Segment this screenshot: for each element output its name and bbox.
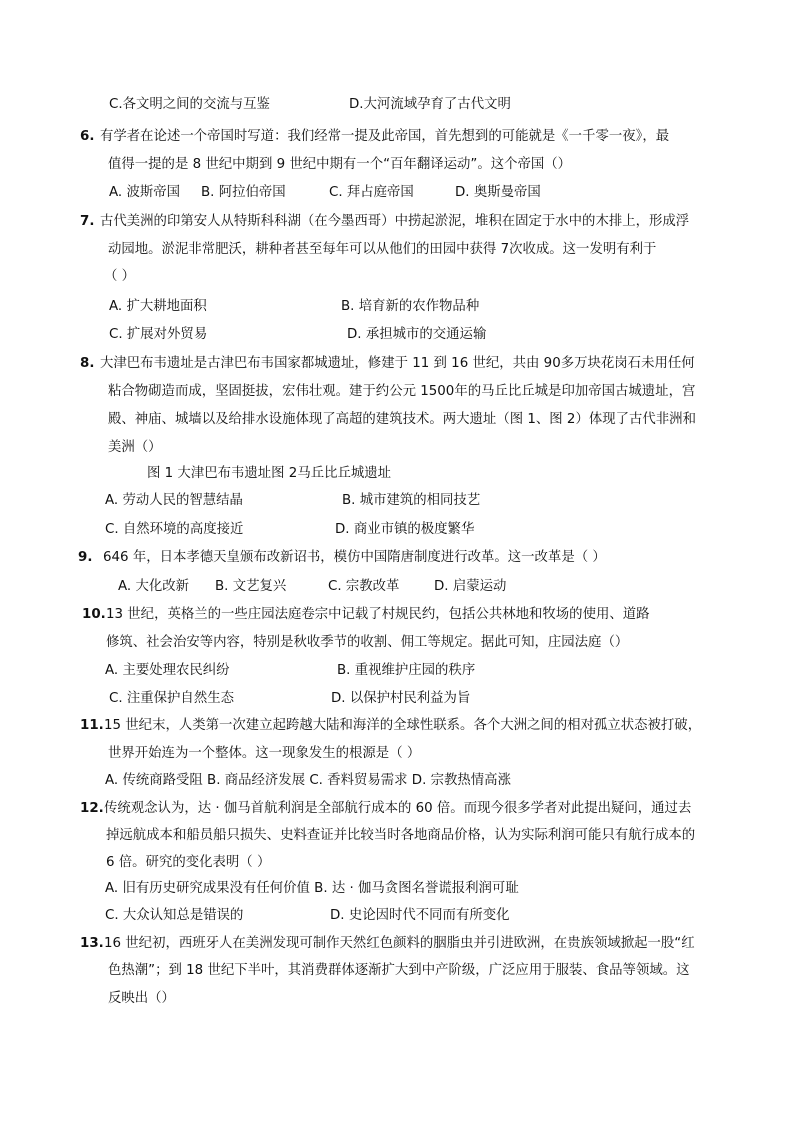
q8-number: 8. — [80, 356, 95, 371]
q13-stem-line3: 反映出（） — [108, 991, 175, 1006]
q12-option-c: C. 大众认知总是错误的 — [105, 908, 244, 923]
q7-option-c: C. 扩展对外贸易 — [109, 327, 208, 342]
q12-number: 12. — [80, 801, 104, 816]
q7-number: 7. — [80, 214, 95, 229]
q7-option-b: B. 培育新的农作物品种 — [341, 299, 480, 314]
q10-option-a: A. 主要处理农民纠纷 — [105, 663, 230, 678]
q6-option-c: C. 拜占庭帝国 — [329, 185, 414, 200]
q8-stem-line2: 粘合物砌造而成，坚固挺拔，宏伟壮观。建于约公元 1500年的马丘比丘城是印加帝国古城遗址，宫 — [108, 384, 696, 399]
q10-option-c: C. 注重保护自然生态 — [109, 691, 234, 706]
q13-stem-line2: 色热潮”；到 18 世纪下半叶，其消费群体逐渐扩大到中产阶级，广泛应用于服装、食品等领域。这 — [108, 963, 690, 978]
q7-stem-line2: 动园地。淤泥非常肥沃，耕种者甚至每年可以从他们的田园中获得 7次收成。这一发明有利于 — [108, 242, 657, 257]
q9-stem-line1: 646 年，日本孝德天皇颁布改新诏书，模仿中国隋唐制度进行改革。这一改革是（ ） — [103, 550, 606, 565]
q9-option-c: C. 宗教改革 — [328, 579, 400, 594]
q7-option-d: D. 承担城市的交通运输 — [347, 327, 487, 342]
q10-option-b: B. 重视维护庄园的秩序 — [337, 663, 476, 678]
q6-option-d: D. 奥斯曼帝国 — [455, 185, 541, 200]
q10-number: 10. — [82, 607, 106, 622]
q10-stem-line1: 13 世纪，英格兰的一些庄园法庭卷宗中记载了村规民约，包括公共林地和牧场的使用、道路 — [106, 607, 650, 622]
q9-option-a: A. 大化改新 — [118, 579, 189, 594]
q8-option-a: A. 劳动人民的智慧结晶 — [105, 493, 243, 508]
q12-stem-line1: 传统观念认为，达 · 伽马首航利润是全部航行成本的 60 倍。而现今很多学者对此提出疑问，通过去 — [104, 801, 692, 816]
q9-number: 9. — [78, 550, 93, 565]
q8-stem-line3: 殿、神庙、城墙以及给排水设施体现了高超的建筑技术。两大遗址（图 1、图 2）体现了古代非洲和 — [108, 412, 696, 427]
q5-option-c: C.各文明之间的交流与互鉴 — [109, 97, 270, 112]
q7-stem-line1: 古代美洲的印第安人从特斯科科湖（在今墨西哥）中捞起淤泥，堆积在固定于水中的木排上，形成浮 — [100, 214, 690, 229]
q9-option-b: B. 文艺复兴 — [215, 579, 287, 594]
q8-option-d: D. 商业市镇的极度繁华 — [335, 522, 475, 537]
q8-option-c: C. 自然环境的高度接近 — [105, 522, 244, 537]
q5-option-d: D.大河流域孕育了古代文明 — [349, 97, 511, 112]
q7-option-a: A. 扩大耕地面积 — [109, 299, 207, 314]
q11-stem-line2: 世界开始连为一个整体。这一现象发生的根源是（ ） — [108, 746, 421, 761]
q6-option-a: A. 波斯帝国 — [109, 185, 180, 200]
q12-stem-line2: 掉远航成本和船员船只损失、史料查证并比较当时各地商品价格，认为实际利润可能只有航行成本的 — [106, 828, 696, 843]
q8-stem-line4: 美洲（） — [108, 440, 162, 455]
q12-stem-line3: 6 倍。研究的变化表明（ ） — [106, 855, 271, 870]
q11-options: A. 传统商路受阻 B. 商品经济发展 C. 香料贸易需求 D. 宗教热情高涨 — [105, 773, 511, 788]
q6-option-b: B. 阿拉伯帝国 — [201, 185, 286, 200]
q12-option-d: D. 史论因时代不同而有所变化 — [330, 908, 510, 923]
q7-stem-line3: （ ） — [104, 269, 136, 284]
q10-option-d: D. 以保护村民利益为旨 — [331, 691, 471, 706]
q6-stem-line2: 值得一提的是 8 世纪中期到 9 世纪中期有一个“百年翻译运动”。这个帝国（） — [108, 157, 572, 172]
q10-stem-line2: 修筑、社会治安等内容，特别是秋收季节的收割、佣工等规定。据此可知，庄园法庭（） — [106, 635, 629, 650]
q6-number: 6. — [80, 129, 95, 144]
q9-option-d: D. 启蒙运动 — [434, 579, 507, 594]
q12-option-ab: A. 旧有历史研究成果没有任何价值 B. 达 · 伽马贪图名誉谎报利润可耻 — [105, 881, 519, 896]
q8-figure-caption: 图 1 大津巴布韦遗址图 2马丘比丘城遗址 — [147, 466, 392, 481]
q8-option-b: B. 城市建筑的相同技艺 — [342, 493, 481, 508]
q8-stem-line1: 大津巴布韦遗址是古津巴布韦国家都城遗址，修建于 11 到 16 世纪，共由 90多万块花岗石未用任何 — [100, 356, 695, 371]
q13-stem-line1: 16 世纪初，西班牙人在美洲发现可制作天然红色颜料的胭脂虫并引进欧洲，在贵族领域掀起一股“红 — [104, 936, 695, 951]
q11-stem-line1: 15 世纪末，人类第一次建立起跨越大陆和海洋的全球性联系。各个大洲之间的相对孤立状态被打破， — [104, 718, 702, 733]
q11-number: 11. — [80, 718, 104, 733]
q13-number: 13. — [80, 936, 104, 951]
q6-stem-line1: 有学者在论述一个帝国时写道：我们经常一提及此帝国，首先想到的可能就是《一千零一夜》，最 — [100, 129, 670, 144]
